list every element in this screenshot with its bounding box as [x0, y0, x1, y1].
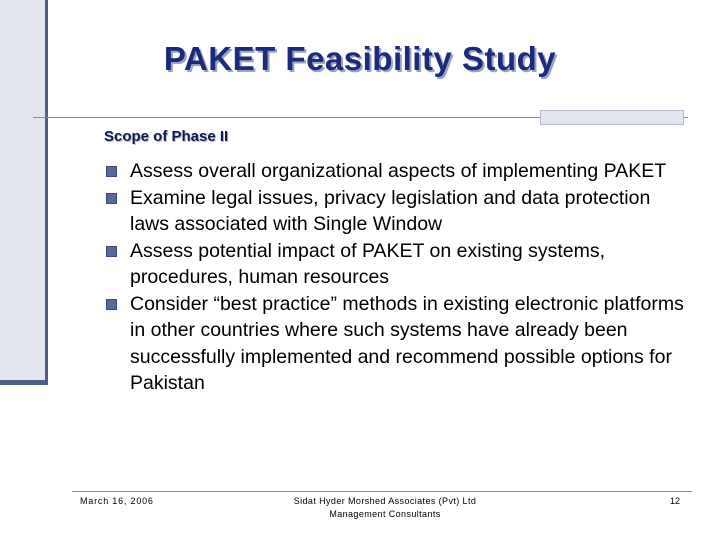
bullet-text: Assess overall organizational aspects of implementing PAKET — [130, 160, 667, 182]
left-accent-bar-edge — [0, 380, 48, 385]
bullet-list — [104, 158, 689, 397]
bullet-item — [104, 158, 689, 185]
footer-company-tagline: Management Consultants — [329, 509, 441, 519]
square-bullet-icon — [106, 299, 117, 310]
bullet-text: Assess potential impact of PAKET on existing systems, procedures, human resources — [130, 239, 606, 288]
footer-company — [250, 495, 520, 521]
page-number: 12 — [669, 496, 680, 506]
bullet-text: Consider “best practice” methods in existing electronic platforms in other countries where such systems have already been successfully implemented and recommend possible options for Pakistan — [130, 292, 684, 394]
slide-subtitle: Scope of Phase II — [104, 128, 229, 145]
bullet-item — [104, 238, 689, 291]
bullet-item — [104, 185, 689, 238]
slide-title: PAKET Feasibility Study — [163, 40, 557, 77]
bullet-item — [104, 291, 689, 397]
footer-company-name: Sidat Hyder Morshed Associates (Pvt) Ltd — [293, 496, 477, 506]
footer-divider — [72, 491, 692, 492]
square-bullet-icon — [106, 166, 117, 177]
square-bullet-icon — [106, 246, 117, 257]
title-accent-box — [540, 110, 684, 125]
square-bullet-icon — [106, 193, 117, 204]
bullet-text: Examine legal issues, privacy legislation and data protection laws associated with Single Window — [130, 186, 651, 235]
footer-date: March 16, 2006 — [80, 496, 154, 506]
